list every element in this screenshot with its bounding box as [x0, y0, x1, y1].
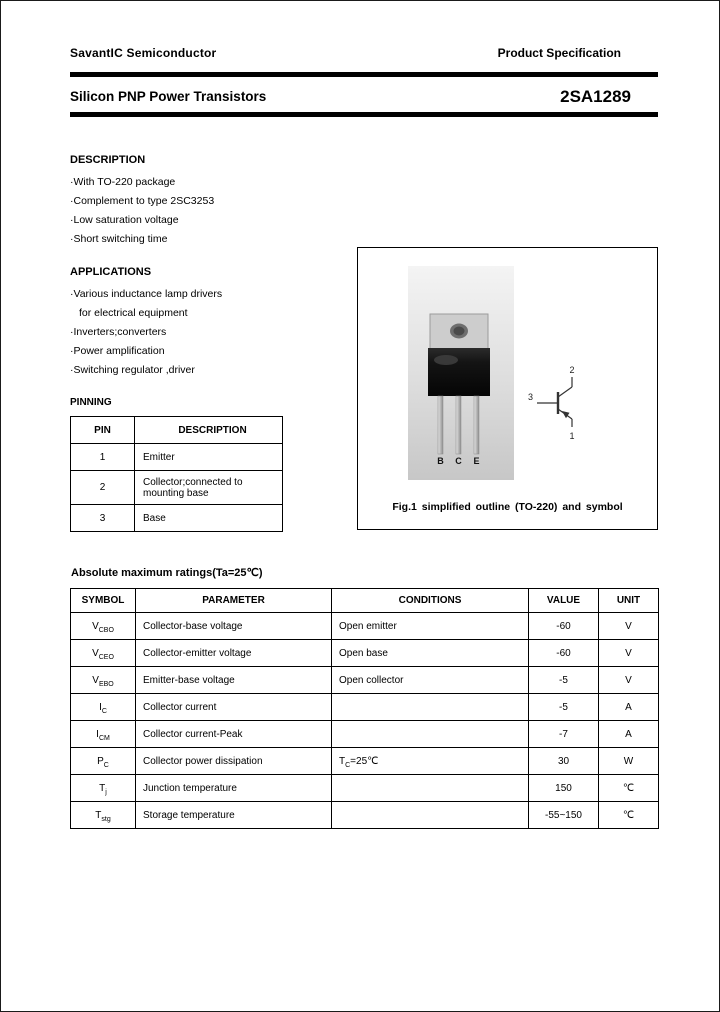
- symbol-subscript: CBO: [98, 626, 114, 634]
- applications-item: ·Various inductance lamp drivers: [70, 288, 223, 300]
- symbol-cell: [71, 775, 136, 802]
- parameter-cell: Collector-base voltage: [136, 613, 332, 640]
- page-header: [70, 46, 658, 60]
- pin-description-cell: Emitter: [135, 444, 283, 471]
- symbol-base: V: [92, 674, 99, 686]
- value-cell: -5: [529, 667, 599, 694]
- value-cell: 30: [529, 748, 599, 775]
- table-row: [71, 667, 659, 694]
- pin-column-header: PIN: [71, 417, 135, 444]
- page-title: Silicon PNP Power Transistors: [70, 89, 267, 104]
- conditions-cell: [332, 721, 529, 748]
- symbol-base: T: [99, 782, 106, 794]
- parameter-cell: Collector current: [136, 694, 332, 721]
- conditions-cell: Open collector: [332, 667, 529, 694]
- symbol-cell: [71, 694, 136, 721]
- value-column-header: VALUE: [529, 589, 599, 613]
- symbol-subscript: C: [101, 707, 107, 715]
- symbol-base: P: [97, 755, 104, 767]
- description-item: ·Low saturation voltage: [70, 214, 179, 226]
- top-divider: [70, 72, 658, 77]
- table-row: [71, 775, 659, 802]
- symbol-pin-label-emitter: 1: [569, 431, 575, 441]
- symbol-base: V: [92, 620, 99, 632]
- conditions-cell: [332, 694, 529, 721]
- doc-type-label: Product Specification: [497, 46, 621, 60]
- ratings-table: [70, 588, 659, 829]
- symbol-cell: [71, 667, 136, 694]
- title-row: [70, 83, 658, 110]
- transistor-symbol: [537, 377, 572, 427]
- symbol-base: V: [92, 647, 99, 659]
- conditions-cell: [332, 802, 529, 829]
- symbol-cell: [71, 802, 136, 829]
- parameter-cell: Emitter-base voltage: [136, 667, 332, 694]
- part-number: 2SA1289: [560, 86, 631, 106]
- pin-description-cell: Collector;connected to mounting base: [135, 471, 283, 505]
- symbol-column-header: SYMBOL: [71, 589, 136, 613]
- unit-column-header: UNIT: [599, 589, 659, 613]
- ratings-header-row: [71, 589, 659, 613]
- parameter-cell: Junction temperature: [136, 775, 332, 802]
- pin-number-cell: 2: [71, 471, 135, 505]
- applications-item: ·Switching regulator ,driver: [70, 364, 195, 376]
- symbol-subscript: j: [105, 788, 107, 796]
- unit-cell: V: [599, 667, 659, 694]
- unit-cell: ℃: [599, 775, 659, 802]
- applications-heading: APPLICATIONS: [70, 266, 152, 278]
- value-cell: -7: [529, 721, 599, 748]
- pin-description-cell: Base: [135, 505, 283, 532]
- table-row: [71, 694, 659, 721]
- ratings-heading: Absolute maximum ratings(Ta=25℃): [71, 567, 263, 579]
- package-leg: [438, 396, 443, 454]
- conditions-cell: [332, 775, 529, 802]
- symbol-cell: [71, 613, 136, 640]
- value-cell: -5: [529, 694, 599, 721]
- table-row: [71, 721, 659, 748]
- pinning-table: [70, 416, 283, 532]
- unit-cell: W: [599, 748, 659, 775]
- table-row: [71, 471, 283, 505]
- pinning-header-row: [71, 417, 283, 444]
- mounting-hole-inner: [454, 327, 465, 336]
- symbol-subscript: CEO: [98, 653, 114, 661]
- unit-cell: V: [599, 640, 659, 667]
- symbol-subscript: CM: [98, 734, 110, 742]
- unit-cell: A: [599, 721, 659, 748]
- condition-subscript: C: [345, 761, 351, 769]
- symbol-base: T: [95, 809, 102, 821]
- pin-number-cell: 3: [71, 505, 135, 532]
- title-divider: [70, 112, 658, 117]
- package-leg: [474, 396, 479, 454]
- table-row: [71, 613, 659, 640]
- table-row: [71, 802, 659, 829]
- package-pin-label: E: [473, 456, 480, 466]
- description-heading: DESCRIPTION: [70, 154, 146, 166]
- symbol-pin-label-collector: 2: [569, 365, 575, 375]
- description-item: ·Short switching time: [70, 233, 168, 245]
- symbol-pin-label-base: 3: [527, 392, 533, 402]
- figure-caption: Fig.1 simplified outline (TO-220) and symbol: [392, 501, 623, 513]
- applications-section: [70, 266, 222, 380]
- table-row: [71, 748, 659, 775]
- unit-cell: V: [599, 613, 659, 640]
- description-item: ·With TO-220 package: [70, 176, 176, 188]
- symbol-base: I: [99, 701, 102, 713]
- parameter-cell: Storage temperature: [136, 802, 332, 829]
- figure-box: [357, 247, 658, 530]
- description-item: ·Complement to type 2SC3253: [70, 195, 215, 207]
- symbol-cell: [71, 748, 136, 775]
- symbol-base: I: [96, 728, 99, 740]
- unit-cell: A: [599, 694, 659, 721]
- table-row: [71, 640, 659, 667]
- symbol-cell: [71, 721, 136, 748]
- package-leg: [456, 396, 461, 454]
- parameter-cell: Collector-emitter voltage: [136, 640, 332, 667]
- symbol-cell: [71, 640, 136, 667]
- value-cell: 150: [529, 775, 599, 802]
- unit-cell: ℃: [599, 802, 659, 829]
- symbol-subscript: C: [103, 761, 109, 769]
- emitter-arrow: [562, 411, 570, 418]
- applications-item: ·Power amplification: [70, 345, 165, 357]
- symbol-subscript: stg: [101, 815, 111, 823]
- parameter-cell: Collector current-Peak: [136, 721, 332, 748]
- value-cell: -60: [529, 613, 599, 640]
- applications-item: ·Inverters;converters: [70, 326, 167, 338]
- table-row: [71, 444, 283, 471]
- applications-item: for electrical equipment: [79, 307, 188, 319]
- figure-illustration: [358, 248, 657, 498]
- symbol-subscript: EBO: [98, 680, 114, 688]
- package-pin-label: B: [437, 456, 444, 466]
- collector-diagonal: [558, 387, 572, 397]
- condition-value: =25℃: [350, 755, 379, 767]
- parameter-cell: Collector power dissipation: [136, 748, 332, 775]
- conditions-cell: Open base: [332, 640, 529, 667]
- pinning-heading: PINNING: [70, 397, 112, 408]
- body-glare: [434, 355, 458, 365]
- condition-symbol: T: [339, 755, 346, 767]
- table-row: [71, 505, 283, 532]
- value-cell: -55~150: [529, 802, 599, 829]
- conditions-cell: [332, 748, 529, 775]
- pin-number-cell: 1: [71, 444, 135, 471]
- package-pin-label: C: [455, 456, 462, 466]
- conditions-column-header: CONDITIONS: [332, 589, 529, 613]
- description-section: [70, 154, 214, 249]
- pinning-section: [70, 397, 283, 532]
- value-cell: -60: [529, 640, 599, 667]
- conditions-cell: Open emitter: [332, 613, 529, 640]
- package-body: [428, 348, 490, 396]
- description-column-header: DESCRIPTION: [135, 417, 283, 444]
- parameter-column-header: PARAMETER: [136, 589, 332, 613]
- company-name: SavantIC Semiconductor: [70, 46, 217, 60]
